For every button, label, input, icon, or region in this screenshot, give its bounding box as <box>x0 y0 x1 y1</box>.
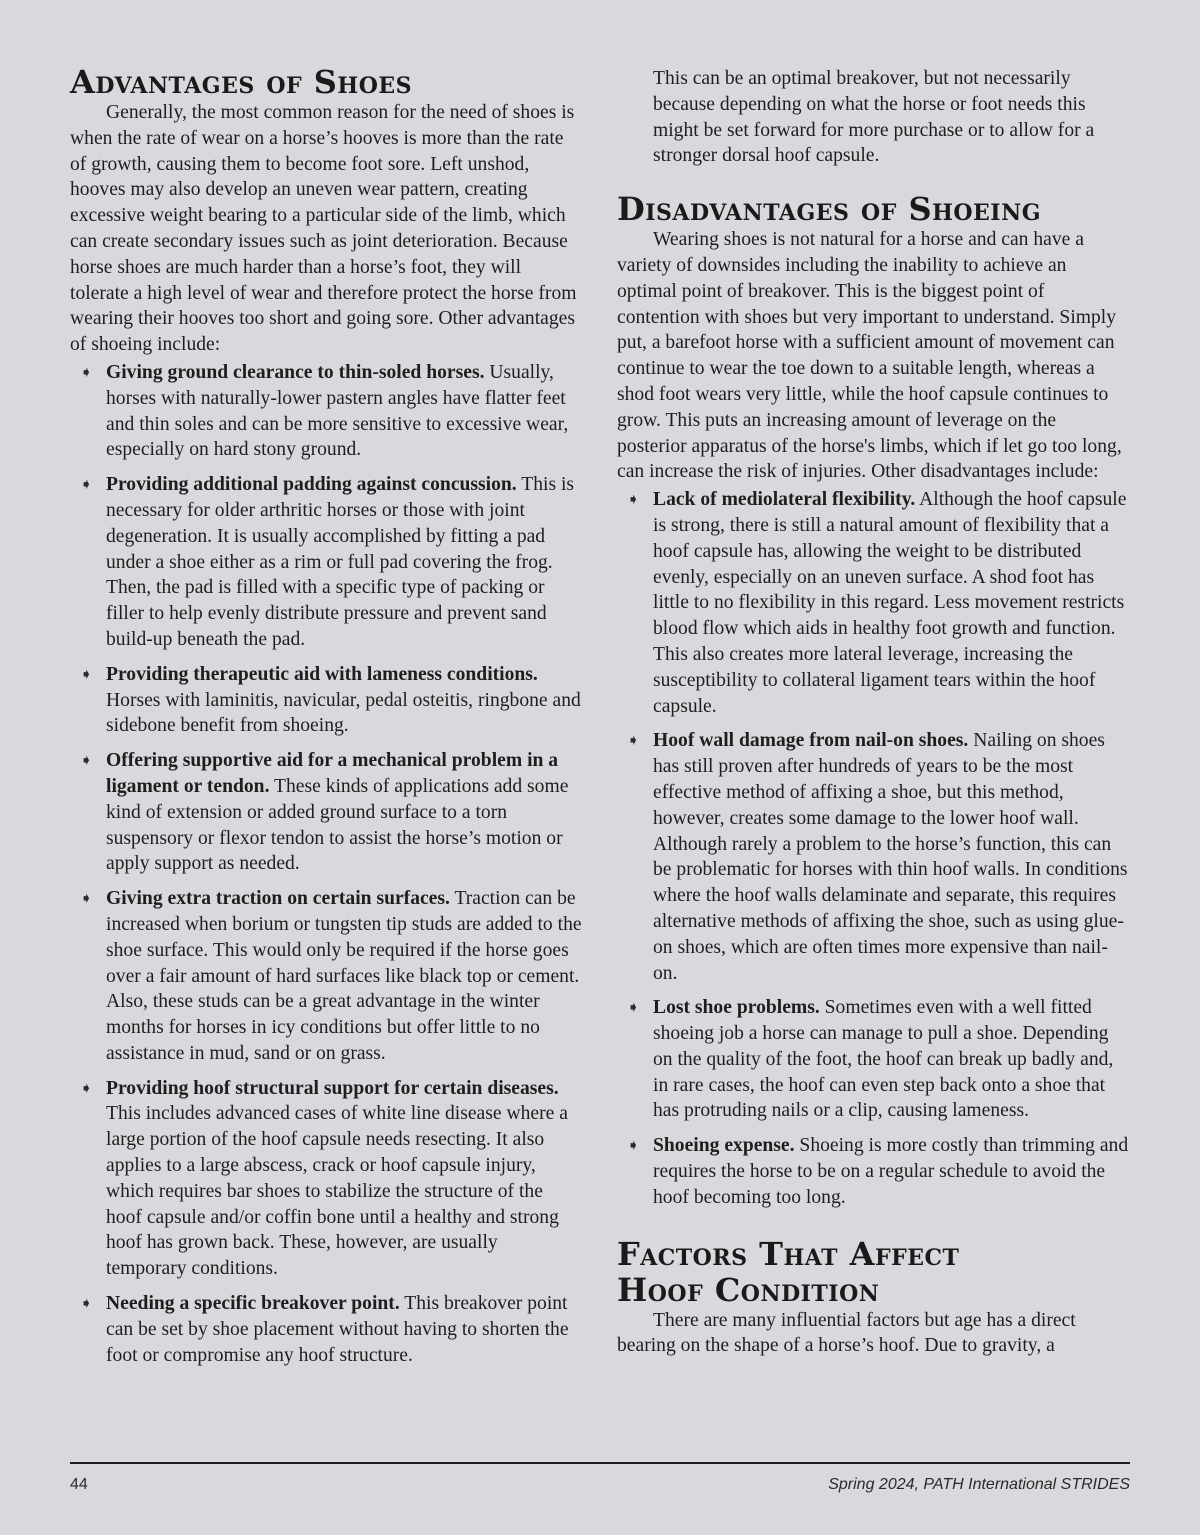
list-item-text: This is necessary for older arthritic horses or those with joint degeneration. It is usually accomplished by fitting a pad under a shoe either as a rim or full pad covering the frog. Then, the pad is filled with a specific type of packing or filler to help evenly distribute pressure and prevent sand build-up beneath the pad. <box>106 474 575 650</box>
list-item-text: These kinds of applications add some kind of extension or added ground surface to a torn suspensory or flexor tendon to assist the horse’s motion or apply support as needed. <box>106 775 569 875</box>
list-item <box>70 1076 582 1282</box>
list-item-lead: Needing a specific breakover point. <box>106 1293 400 1315</box>
right-column <box>617 66 1129 1359</box>
disadvantages-intro-paragraph: Wearing shoes is not natural for a horse and can have a variety of downsides including the inability to achieve an optimal point of breakover. This is the biggest point of contention with shoes but very important to understand. Simply put, a barefoot horse with a sufficient amount of movement can continue to wear the toe down to a suitable length, whereas a shod foot wears very little, while the hoof capsule continues to grow. This puts an increasing amount of leverage on the posterior apparatus of the horse's limbs, which if let go too long, can increase the risk of injuries. Other disadvantages include: <box>617 229 1122 483</box>
advantages-list <box>70 360 582 1368</box>
list-item <box>70 472 582 653</box>
list-item-text: This breakover point can be set by shoe placement without having to shorten the foot or compromise any hoof structure. <box>106 1293 569 1366</box>
list-item-text: Shoeing is more costly than trimming and requires the horse to be on a regular schedule to avoid the hoof becoming too long. <box>653 1135 1129 1208</box>
arrow-bullet-icon: ➧ <box>80 364 93 381</box>
footer-rule <box>70 1462 1130 1464</box>
list-item-text: Although the hoof capsule is strong, there is still a natural amount of flexibility that a hoof capsule has, allowing the weight to be distributed evenly, especially on an uneven surface. A shod foot has little to no flexibility in this regard. Less movement restricts blood flow which aids in healthy foot growth and function. This also creates more lateral leverage, increasing the susceptibility to collateral ligament tears within the hoof capsule. <box>653 489 1127 717</box>
section-heading-factors <box>617 1236 1129 1308</box>
list-item <box>617 1133 1129 1210</box>
list-item <box>617 995 1129 1124</box>
arrow-bullet-icon: ➧ <box>80 891 93 908</box>
list-item-text: Nailing on shoes has still proven after hundreds of years to be the most effective method of affixing a shoe, but this method, however, creates some damage to the lower hoof wall. Although rarely a problem to the horse’s function, this can be problematic for horses with thin hoof walls. In conditions where the hoof walls delaminate and separate, this requires alternative methods of affixing the shoe, such as using glue-on shoes, which are often times more expensive than nail-on. <box>653 730 1128 984</box>
list-item-text: Traction can be increased when borium or tungsten tip studs are added to the shoe surface. This would only be required if the horse goes over a fair amount of hard surfaces like black top or cement. Also, these studs can be a great advantage in the winter months for horses in icy conditions but offer little to no assistance in mud, sand or on grass. <box>106 888 582 1064</box>
advantages-intro-paragraph: Generally, the most common reason for the need of shoes is when the rate of wear on a horse’s hooves is more than the rate of growth, causing them to become foot sore. Left unshod, hooves may also develop an uneven wear pattern, creating excessive weight bearing to a particular side of the limb, which can create secondary issues such as joint deterioration. Because horse shoes are much harder than a horse’s foot, they will tolerate a high level of wear and therefore protect the horse from wearing their hooves too short and going sore. Other advantages of shoeing include: <box>70 102 577 356</box>
list-item <box>617 728 1129 986</box>
list-item-lead: Giving extra traction on certain surfaces. <box>106 888 450 910</box>
continuation-paragraph: This can be an optimal breakover, but not necessarily because depending on what the horse or foot needs this might be set forward for more purchase or to allow for a stronger dorsal hoof capsule. <box>653 68 1095 167</box>
arrow-bullet-icon: ➧ <box>80 1296 93 1313</box>
section-heading-advantages: Advantages of Shoes <box>70 63 413 101</box>
list-item-lead: Lost shoe problems. <box>653 997 820 1019</box>
arrow-bullet-icon: ➧ <box>80 666 93 683</box>
arrow-bullet-icon: ➧ <box>80 753 93 770</box>
list-item <box>617 487 1129 719</box>
disadvantages-list <box>617 487 1129 1211</box>
factors-intro-paragraph: There are many influential factors but age has a direct bearing on the shape of a horse’s hoof. Due to gravity, a <box>617 1309 1076 1357</box>
arrow-bullet-icon: ➧ <box>80 477 93 494</box>
page-number: 44 <box>70 1476 88 1493</box>
list-item-text: Horses with laminitis, navicular, pedal osteitis, ringbone and sidebone benefit from shoeing. <box>106 689 581 737</box>
list-item-text: Usually, horses with naturally-lower pastern angles have flatter feet and thin soles and can be more sensitive to excessive wear, especially on hard stony ground. <box>106 361 569 461</box>
arrow-bullet-icon: ➧ <box>80 1080 93 1097</box>
list-item-lead: Lack of mediolateral flexibility. <box>653 489 916 511</box>
arrow-bullet-icon: ➧ <box>627 1138 640 1155</box>
left-column <box>70 64 582 1377</box>
list-item <box>70 886 582 1067</box>
list-item-text: This includes advanced cases of white line disease where a large portion of the hoof capsule needs resecting. It also applies to a large abscess, crack or hoof capsule injury, which requires bar shoes to stabilize the structure of the hoof capsule and/or coffin bone until a healthy and strong hoof has grown back. These, however, are usually temporary conditions. <box>106 1103 568 1280</box>
list-item-lead: Providing additional padding against concussion. <box>106 474 517 496</box>
list-item-lead: Providing hoof structural support for certain diseases. <box>106 1077 559 1099</box>
list-item-lead: Shoeing expense. <box>653 1135 795 1157</box>
list-item <box>70 748 582 877</box>
arrow-bullet-icon: ➧ <box>627 1000 640 1017</box>
list-item <box>70 1291 582 1368</box>
arrow-bullet-icon: ➧ <box>627 733 640 750</box>
publication-credit: Spring 2024, PATH International STRIDES <box>828 1476 1130 1493</box>
heading-line: Hoof Condition <box>617 1270 880 1309</box>
list-item-text: Sometimes even with a well fitted shoeing job a horse can manage to pull a shoe. Depending on the quality of the foot, the hoof can break up badly and, in rare cases, the hoof can even step back onto a shoe that has protruding nails or a clip, causing lameness. <box>653 997 1114 1122</box>
section-heading-disadvantages: Disadvantages of Shoeing <box>617 190 1041 229</box>
list-item-lead: Offering supportive aid for a mechanical problem in a ligament or tendon. <box>106 750 559 797</box>
list-item-lead: Hoof wall damage from nail-on shoes. <box>653 730 969 752</box>
list-item-lead: Giving ground clearance to thin-soled horses. <box>106 361 485 383</box>
arrow-bullet-icon: ➧ <box>627 492 640 509</box>
heading-line: Factors That Affect <box>617 1234 960 1273</box>
list-item <box>70 662 582 739</box>
list-item-lead: Providing therapeutic aid with lameness conditions. <box>106 663 538 685</box>
list-item <box>70 360 582 463</box>
